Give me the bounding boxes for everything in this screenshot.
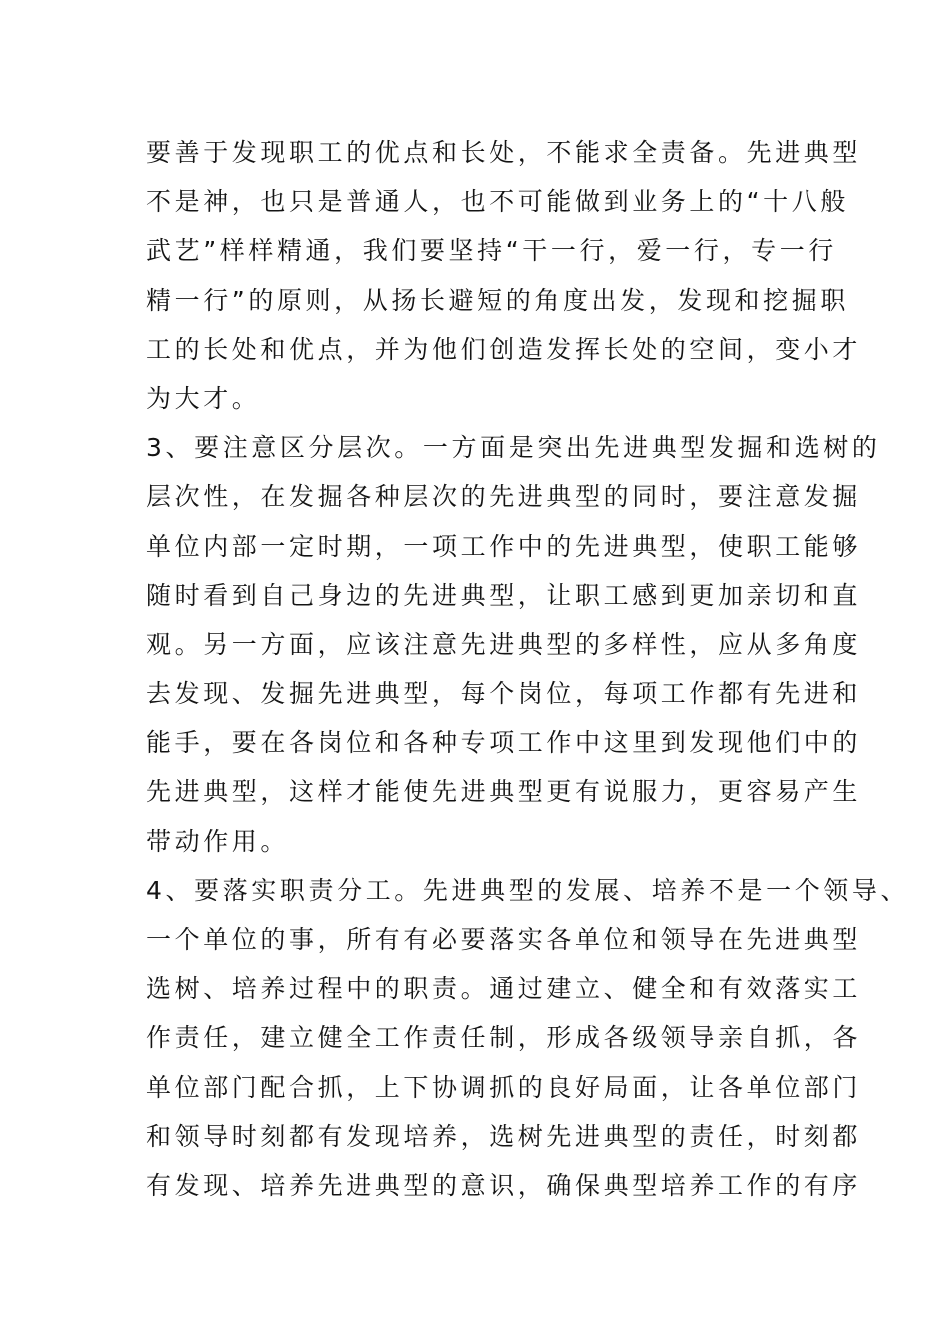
text-line: 一个单位的事，所有有必要落实各单位和领导在先进典型 bbox=[146, 925, 862, 954]
text-line: 带动作用。 bbox=[146, 826, 290, 856]
text-line: 为大才。 bbox=[146, 383, 261, 413]
text-line: 单位内部一定时期，一项工作中的先进典型，使职工能够 bbox=[146, 531, 862, 561]
text-line: 要善于发现职工的优点和长处，不能求全责备。先进典型 bbox=[146, 138, 862, 167]
text-line: 随时看到自己身边的先进典型，让职工感到更加亲切和直 bbox=[146, 580, 862, 610]
text-line: 作责任，建立健全工作责任制，形成各级领导亲自抓，各 bbox=[146, 1023, 862, 1053]
text-line: 单位部门配合抓，上下协调抓的良好局面，让各单位部门 bbox=[146, 1072, 862, 1102]
text-line: 观。另一方面，应该注意先进典型的多样性，应从多角度 bbox=[146, 629, 862, 659]
text-line: 和领导时刻都有发现培养，选树先进典型的责任，时刻都 bbox=[146, 1121, 862, 1151]
text-line: 3、要注意区分层次。一方面是突出先进典型发掘和选树的 bbox=[146, 433, 881, 463]
text-line: 精一行”的原则，从扬长避短的角度出发，发现和挖掘职 bbox=[146, 285, 849, 315]
text-line: 先进典型，这样才能使先进典型更有说服力，更容易产生 bbox=[146, 777, 862, 807]
text-line: 能手，要在各岗位和各种专项工作中这里到发现他们中的 bbox=[146, 728, 862, 758]
text-line: 选树、培养过程中的职责。通过建立、健全和有效落实工 bbox=[146, 974, 862, 1004]
text-line: 工的长处和优点，并为他们创造发挥长处的空间，变小才 bbox=[146, 334, 862, 364]
text-line: 不是神，也只是普通人，也不可能做到业务上的“十八般 bbox=[146, 187, 849, 217]
body-text bbox=[146, 128, 910, 1210]
text-line: 武艺”样样精通，我们要坚持“干一行，爱一行，专一行 bbox=[146, 236, 837, 266]
text-line: 层次性，在发掘各种层次的先进典型的同时，要注意发掘 bbox=[146, 482, 862, 512]
text-line: 4、要落实职责分工。先进典型的发展、培养不是一个领导、 bbox=[146, 875, 910, 905]
text-line: 去发现、发掘先进典型，每个岗位，每项工作都有先进和 bbox=[146, 679, 862, 709]
text-line: 有发现、培养先进典型的意识，确保典型培养工作的有序 bbox=[146, 1170, 862, 1200]
